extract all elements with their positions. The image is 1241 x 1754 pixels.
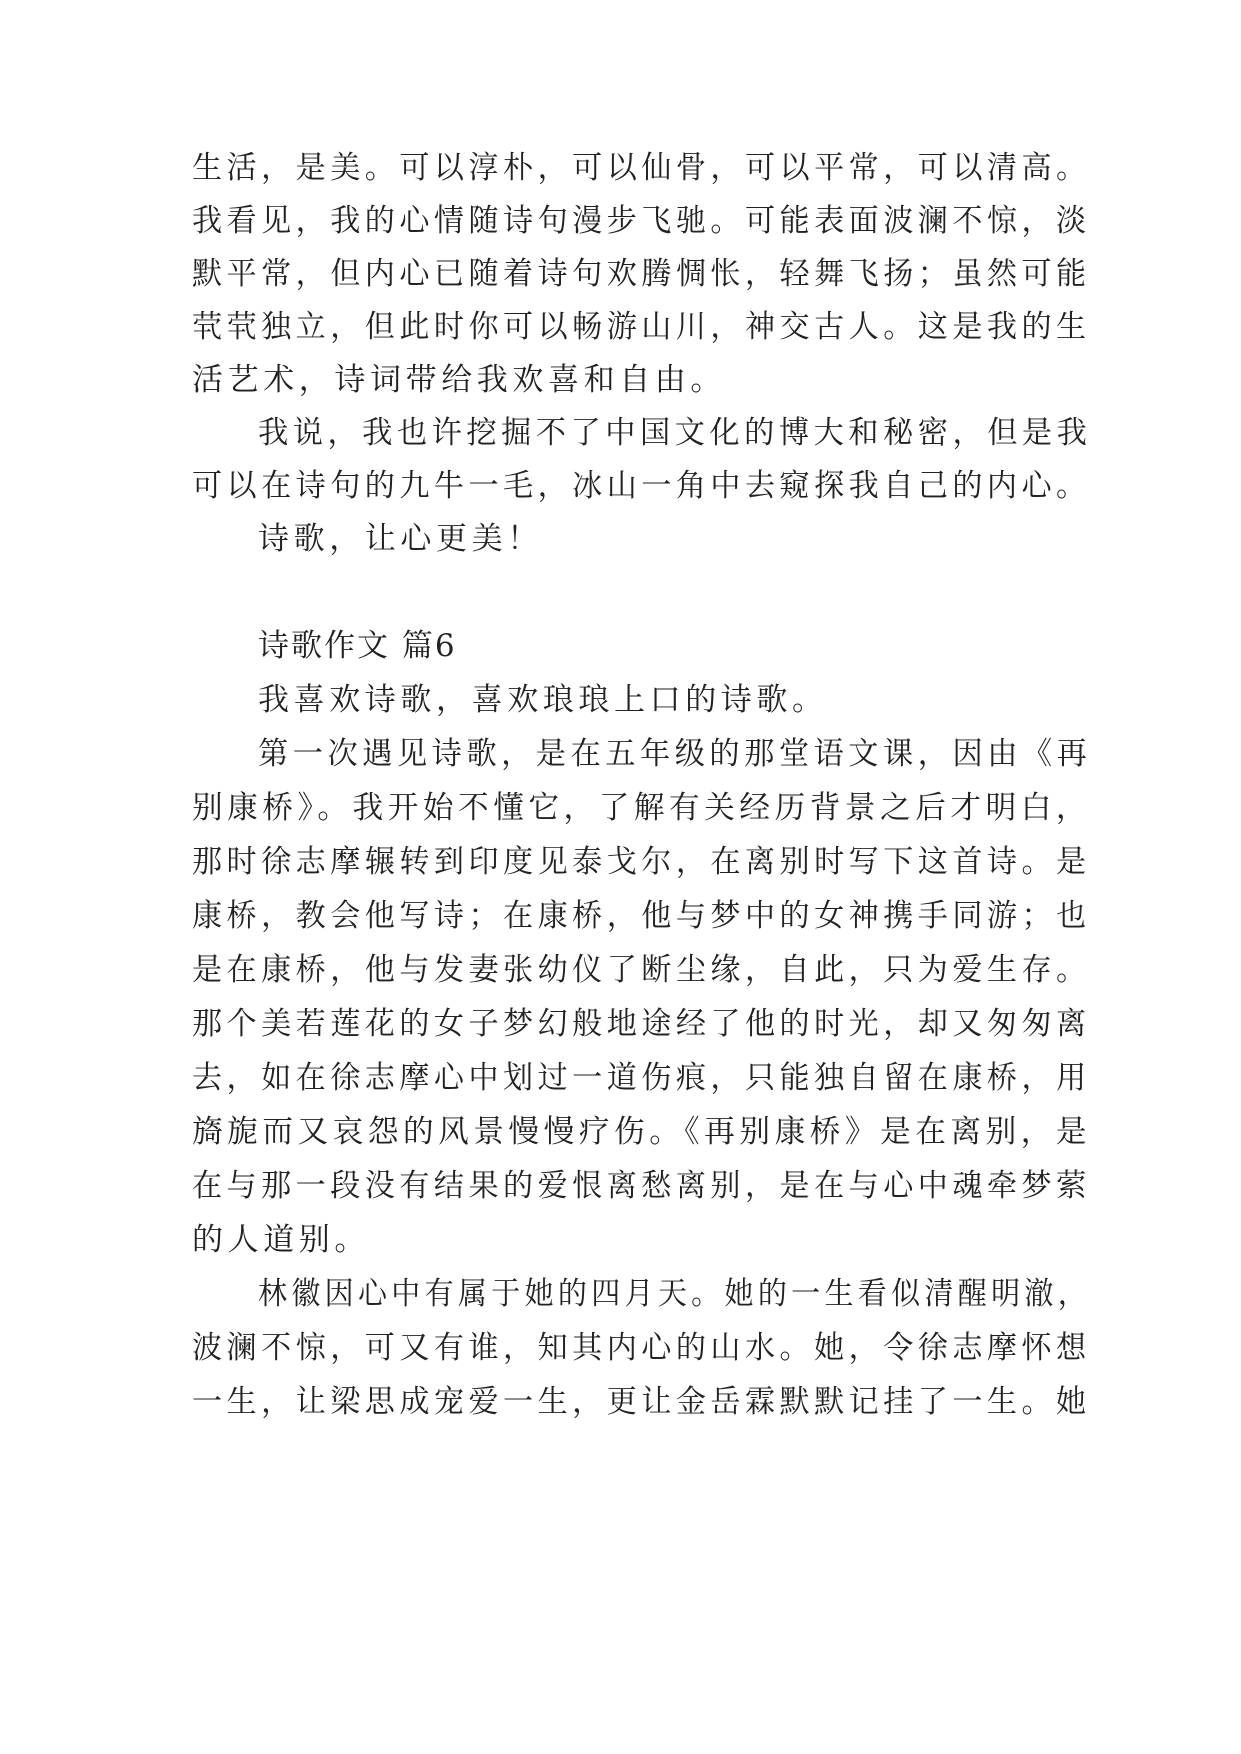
section-paragraph-2-line-10: 的人道别。	[192, 1222, 370, 1258]
section-paragraph-1-line-1: 我喜欢诗歌，喜欢琅琅上口的诗歌。	[258, 682, 828, 718]
paragraph-3-line-1: 诗歌，让心更美！	[258, 521, 543, 557]
paragraph-1-line-5: 活艺术，诗词带给我欢喜和自由。	[192, 362, 726, 398]
section-paragraph-2-line-8: 旖旎而又哀怨的风景慢慢疗伤。《再别康桥》是在离别，是	[192, 1114, 1092, 1150]
section-paragraph-2-line-2: 别康桥》。我开始不懂它，了解有关经历背景之后才明白，	[192, 790, 1092, 826]
paragraph-1-line-4: 茕茕独立，但此时你可以畅游山川，神交古人。这是我的生	[192, 309, 1091, 345]
paragraph-1-line-2: 我看见，我的心情随诗句漫步飞驰。可能表面波澜不惊，淡	[192, 203, 1091, 239]
section-paragraph-2-line-7: 去，如在徐志摩心中划过一道伤痕，只能独自留在康桥，用	[192, 1060, 1091, 1096]
section-paragraph-3-line-1: 林徽因心中有属于她的四月天。她的一生看似清醒明澈，	[258, 1276, 1092, 1312]
paragraph-1-line-3: 默平常，但内心已随着诗句欢腾惆怅，轻舞飞扬；虽然可能	[192, 256, 1091, 292]
paragraph-2-line-2: 可以在诗句的九牛一毛，冰山一角中去窥探我自己的内心。	[192, 468, 1091, 504]
paragraph-1-line-1: 生活，是美。可以淳朴，可以仙骨，可以平常，可以清高。	[192, 150, 1091, 186]
section-title: 诗歌作文 篇6	[258, 628, 457, 664]
section-paragraph-2-line-9: 在与那一段没有结果的爱恨离愁离别，是在与心中魂牵梦萦	[192, 1168, 1091, 1204]
section-paragraph-2-line-5: 是在康桥，他与发妻张幼仪了断尘缘，自此，只为爱生存。	[192, 952, 1091, 988]
section-paragraph-2-line-4: 康桥，教会他写诗；在康桥，他与梦中的女神携手同游；也	[192, 898, 1091, 934]
section-paragraph-2-line-6: 那个美若莲花的女子梦幻般地途经了他的时光，却又匆匆离	[192, 1006, 1091, 1042]
section-paragraph-3-line-3: 一生，让梁思成宠爱一生，更让金岳霖默默记挂了一生。她	[192, 1384, 1091, 1420]
section-paragraph-2-line-3: 那时徐志摩辗转到印度见泰戈尔，在离别时写下这首诗。是	[192, 844, 1091, 880]
paragraph-2-line-1: 我说，我也许挖掘不了中国文化的博大和秘密，但是我	[258, 415, 1092, 451]
section-paragraph-3-line-2: 波澜不惊，可又有谁，知其内心的山水。她，令徐志摩怀想	[192, 1330, 1091, 1366]
section-paragraph-2-line-1: 第一次遇见诗歌，是在五年级的那堂语文课，因由《再	[258, 736, 1092, 772]
